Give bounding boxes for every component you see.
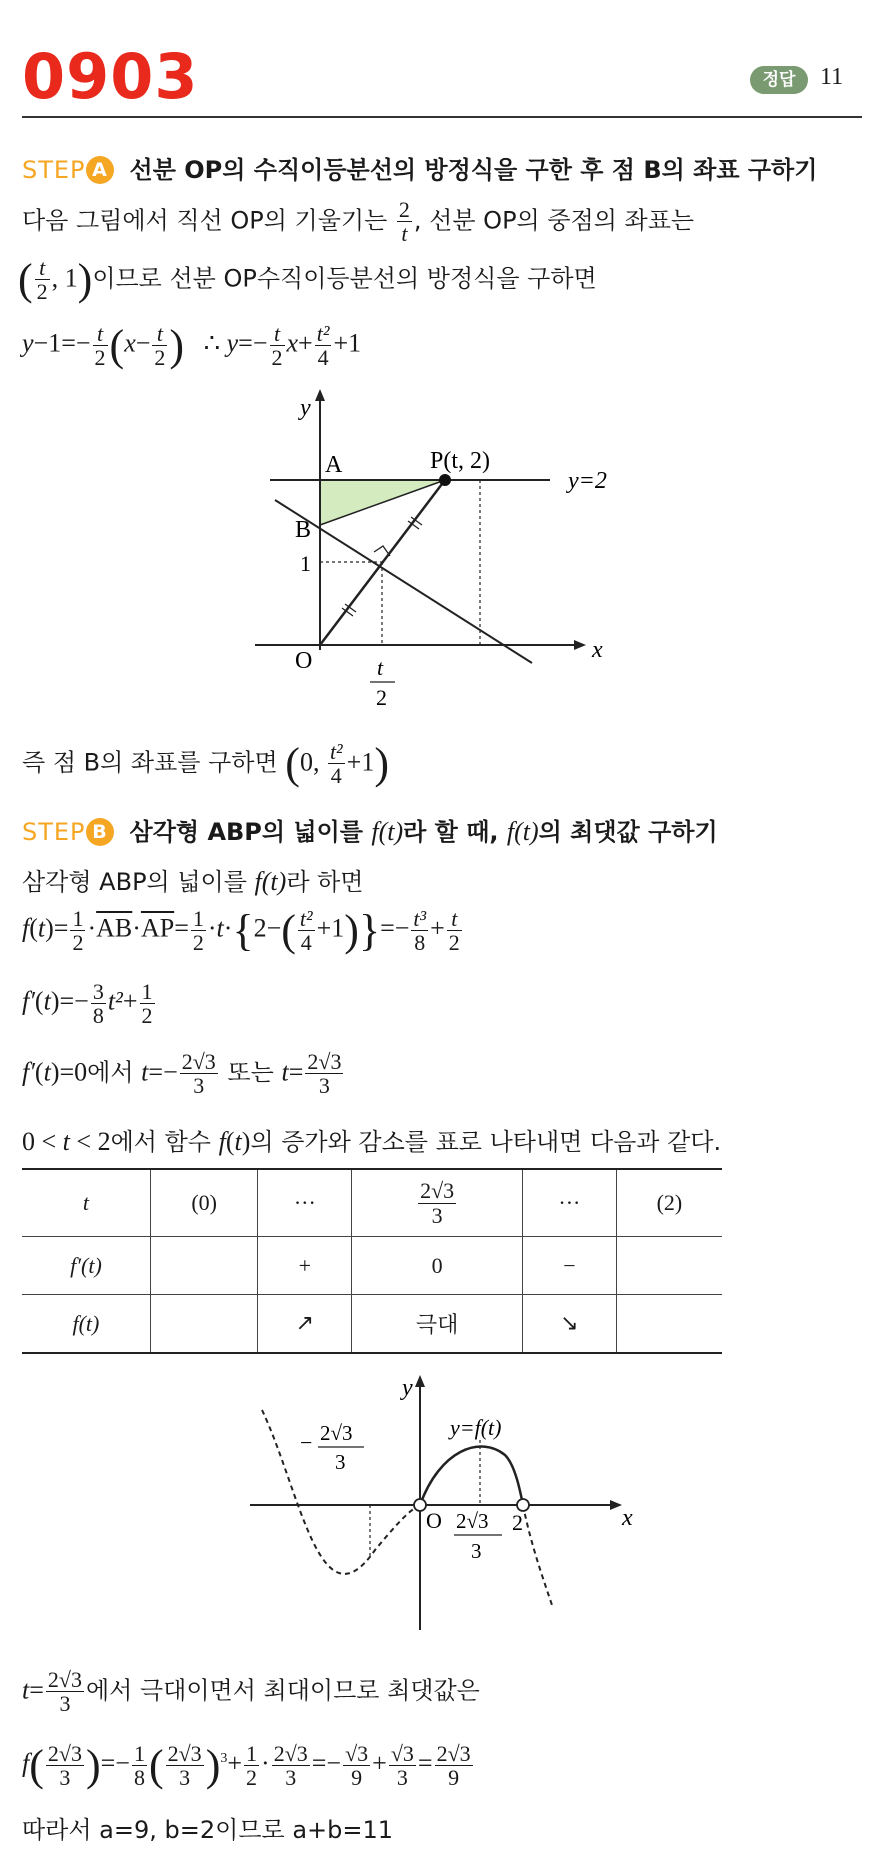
pos-root-numerator: 2√3 bbox=[456, 1509, 489, 1533]
header-divider bbox=[22, 116, 862, 118]
area-equation: f(t)= $\frac{1}{2}$ $\cdot\overline{AB}\cdot\overline{AP}=$ $\frac{1}{2}$ ·t·{2−( $\frac{\text{t²}}{4}$ +1)}=− $\frac{\text{t³}}{8}$ + $\frac{t}{2}$ bbox=[22, 905, 460, 955]
y-axis-arrow bbox=[315, 389, 325, 401]
table-cell: ↘ bbox=[523, 1295, 617, 1354]
table-cell: 0 bbox=[352, 1237, 523, 1295]
perpendicular-bisector bbox=[275, 500, 532, 663]
derivative-equation: f′(t)=− $\frac{3}{8}$ t²+ $\frac{1}{2}$ bbox=[22, 979, 153, 1029]
x-tick-numerator: t bbox=[377, 655, 384, 680]
slope-fraction: $\frac{2}{t}$ bbox=[398, 197, 410, 247]
x-axis-arrow bbox=[610, 1500, 622, 1510]
table-cell: ↗ bbox=[258, 1295, 352, 1354]
x-axis-label: x bbox=[592, 637, 603, 663]
step-a-heading: STEP A 선분 OP의 수직이등분선의 방정식을 구한 후 점 B의 좌표 구하기 bbox=[22, 156, 818, 184]
y-axis-label: y bbox=[300, 395, 311, 421]
step-a-line1: 다음 그림에서 직선 OP의 기울기는 $\frac{2}{t}$ , 선분 OP의 중점의 좌표는 bbox=[22, 197, 695, 247]
bisector-equation: y−1=− $\frac{t}{2}$ (x− $\frac{t}{2}$ ) ∴ y=− $\frac{t}{2}$ x+ $\frac{\text{t²}}{4}$ +1 bbox=[22, 320, 362, 370]
pos-root-denominator: 3 bbox=[471, 1539, 482, 1563]
max-value-equation: f( $\frac{2√3}{3}$ )=− $\frac{1}{8}$ ( $\frac{2√3}{3}$ )$^3$+ $\frac{1}{2}$ · $\frac{2√3}{3}$ =− $\frac{√3}{9}$ + $\frac{√3}{3}$ = $\frac{2√3}{9}$ bbox=[22, 1740, 471, 1790]
table-row bbox=[22, 1169, 722, 1237]
point-p bbox=[439, 474, 451, 486]
neg-root-sign: − bbox=[300, 1430, 313, 1455]
x-axis-arrow bbox=[574, 640, 586, 650]
table-cell bbox=[150, 1237, 258, 1295]
range-sentence: 0 < t < 2에서 함수 f(t)의 증가와 감소를 표로 나타내면 다음과 같다. bbox=[22, 1127, 722, 1156]
table-cell bbox=[616, 1237, 722, 1295]
open-point-origin bbox=[414, 1499, 426, 1511]
step-b-heading: STEP B 삼각형 ABP의 넓이를 f(t)라 할 때, f(t)의 최댓값 구하기 bbox=[22, 817, 718, 846]
table-cell: ··· bbox=[258, 1169, 352, 1237]
x-tick-2: 2 bbox=[512, 1510, 523, 1535]
origin-label: O bbox=[426, 1508, 442, 1533]
step-a-circle: A bbox=[86, 156, 114, 184]
figure-1 bbox=[240, 385, 640, 715]
x-tick-denominator: 2 bbox=[376, 685, 387, 710]
point-b-label: B bbox=[295, 517, 312, 543]
table-cell: $\frac{2√3}{3}$ bbox=[352, 1169, 523, 1237]
y-tick-1: 1 bbox=[300, 551, 311, 576]
point-p-label: P(t, 2) bbox=[430, 448, 490, 474]
step-b-line1: 삼각형 ABP의 넓이를 f(t)라 하면 bbox=[22, 867, 364, 896]
table-cell: ··· bbox=[523, 1169, 617, 1237]
line-y2-label: y=2 bbox=[568, 468, 607, 494]
table-cell: (2) bbox=[616, 1169, 722, 1237]
curve-solid bbox=[420, 1447, 523, 1505]
max-sentence: t= $\frac{2√3}{3}$ 에서 극대이면서 최대이므로 최댓값은 bbox=[22, 1667, 480, 1717]
table-cell: + bbox=[258, 1237, 352, 1295]
table-cell: (0) bbox=[150, 1169, 258, 1237]
table-cell: 극대 bbox=[352, 1295, 523, 1354]
y-axis-arrow bbox=[415, 1375, 425, 1387]
table-cell bbox=[150, 1295, 258, 1354]
answer-badge: 정답 bbox=[750, 66, 808, 94]
x-axis-label: x bbox=[622, 1505, 633, 1531]
figure-2 bbox=[240, 1370, 640, 1640]
critical-points: f′(t)=0에서 t=− $\frac{2√3}{3}$ 또는 t= $\frac{2√3}{3}$ bbox=[22, 1049, 342, 1099]
neg-root-numerator: 2√3 bbox=[320, 1421, 353, 1445]
step-b-circle: B bbox=[86, 818, 114, 846]
table-row bbox=[22, 1295, 722, 1354]
table-cell bbox=[616, 1295, 722, 1354]
table-cell: − bbox=[523, 1237, 617, 1295]
y-axis-label: y bbox=[402, 1375, 413, 1401]
table-cell: f(t) bbox=[22, 1295, 150, 1354]
table-cell: t bbox=[22, 1169, 150, 1237]
table-cell: f′(t) bbox=[22, 1237, 150, 1295]
answer-value: 11 bbox=[820, 64, 844, 90]
curve-dashed-right bbox=[523, 1505, 552, 1605]
neg-root-denominator: 3 bbox=[335, 1450, 346, 1474]
curve-label: y=f(t) bbox=[450, 1415, 502, 1440]
origin-label: O bbox=[295, 648, 313, 674]
variation-table bbox=[22, 1168, 722, 1354]
point-b-coordinate: 즉 점 B의 좌표를 구하면 (0, $\frac{\text{t²}}{4}$ +1) bbox=[22, 738, 389, 788]
step-a-title: 선분 OP의 수직이등분선의 방정식을 구한 후 점 B의 좌표 구하기 bbox=[129, 156, 818, 184]
problem-number: 0903 bbox=[22, 40, 199, 113]
step-a-line2: ( $\frac{t}{2}$ , 1)이므로 선분 OP수직이등분선의 방정식을 구하면 bbox=[18, 254, 597, 304]
point-a-label: A bbox=[325, 452, 343, 478]
table-row bbox=[22, 1237, 722, 1295]
final-answer: 따라서 a=9, b=2이므로 a+b=11 bbox=[22, 1816, 394, 1844]
